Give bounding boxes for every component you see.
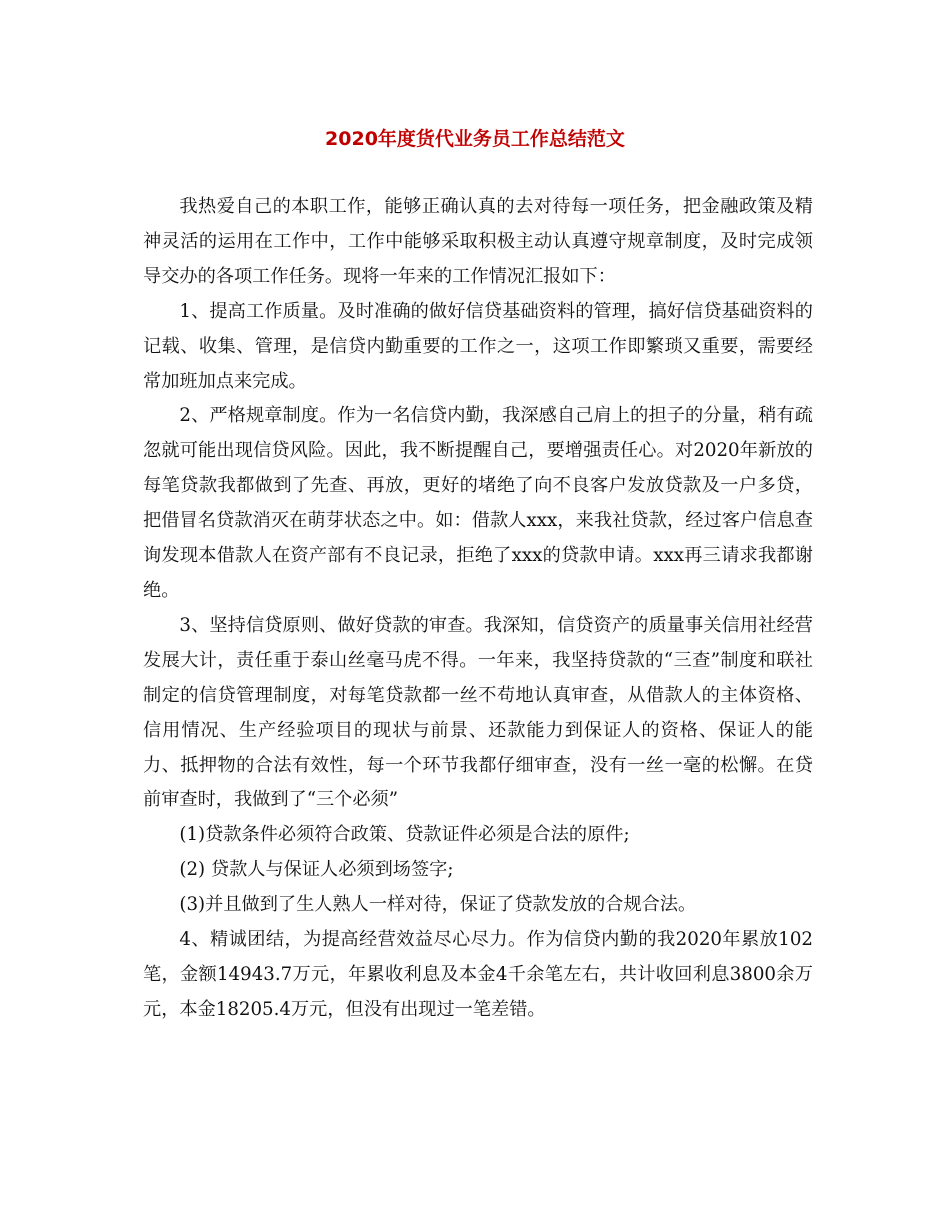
paragraph-item-3: 3、坚持信贷原则、做好贷款的审查。我深知，信贷资产的质量事关信用社经营发展大计，责任重于泰山丝毫马虎不得。一年来，我坚持贷款的“三查”制度和联社制定的信贷管理制度，对每笔贷款都一丝不苟地认真审查，从借款人的主体资格、信用情况、生产经验项目的现状与前景、还款能力到保证人的资格、保证人的能力、抵押物的合法有效性，每一个环节我都仔细审查，没有一丝一毫的松懈。在贷前审查时，我做到了“三个必须” <box>143 614 813 811</box>
document-body <box>143 190 813 1028</box>
paragraph-subitem-2: (2) 贷款人与保证人必须到场签字; <box>179 859 454 881</box>
paragraph-intro: 我热爱自己的本职工作，能够正确认真的去对待每一项任务，把金融政策及精神灵活的运用在工作中，工作中能够采取积极主动认真遵守规章制度，及时完成领导交办的各项工作任务。现将一年来的工作情况汇报如下： <box>143 196 813 287</box>
paragraph-subitem-3: (3)并且做到了生人熟人一样对待，保证了贷款发放的合规合法。 <box>179 894 697 916</box>
paragraph-item-2: 2、严格规章制度。作为一名信贷内勤，我深感自己肩上的担子的分量，稍有疏忽就可能出现信贷风险。因此，我不断提醒自己，要增强责任心。对2020年新放的每笔贷款我都做到了先查、再放，更好的堵绝了向不良客户发放贷款及一户多贷，把借冒名贷款消灭在萌芽状态之中。如：借款人xxx，来我社贷款，经过客户信息查询发现本借款人在资产部有不良记录，拒绝了xxx的贷款申请。xxx再三请求我都谢绝。 <box>143 405 813 601</box>
paragraph-subitem-1: (1)贷款条件必须符合政策、贷款证件必须是合法的原件; <box>179 824 630 846</box>
paragraph-item-1: 1、提高工作质量。及时准确的做好信贷基础资料的管理，搞好信贷基础资料的记载、收集、管理，是信贷内勤重要的工作之一，这项工作即繁琐又重要，需要经常加班加点来完成。 <box>143 300 813 392</box>
paragraph-item-4: 4、精诚团结，为提高经营效益尽心尽力。作为信贷内勤的我2020年累放102笔，金额14943.7万元，年累收利息及本金4千余笔左右，共计收回利息3800余万元，本金18205.4万元，但没有出现过一笔差错。 <box>143 929 813 1020</box>
document-title: 2020年度货代业务员工作总结范文 <box>325 128 625 150</box>
